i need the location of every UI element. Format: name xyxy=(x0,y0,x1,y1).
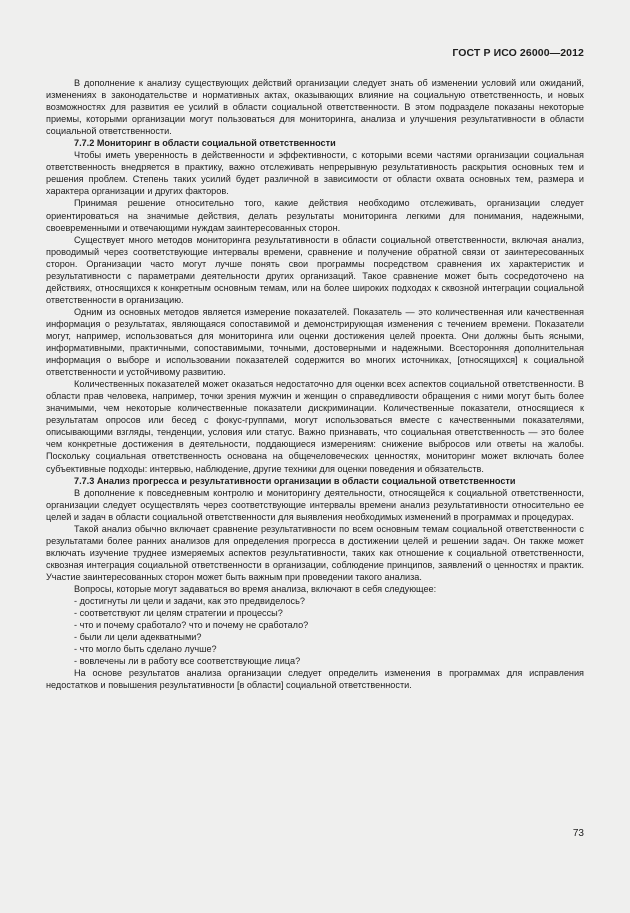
paragraph-intro: В дополнение к анализу существующих действий организации следует знать об изменении условий или ожиданий, изменениях в законодательстве и нормативных актах, оказывающих влияние на социальную ответственность, и новых возможностях для развития ее усилий в области социальной ответственности. В этом подразделе показаны некоторые приемы, которыми организации могут пользоваться для мониторинга, анализа и улучшения результативности в области социальной ответственности. xyxy=(46,78,584,137)
paragraph: Такой анализ обычно включает сравнение результативности по всем основным темам социальной ответственности с результатами более ранних анализов для определения прогресса в достижении целей и решении задач. Он также может включать изучение труднее измеряемых аспектов результативности, таких как отношение к социальной ответственности, сквозная интеграция социальной ответственности в организации, соблюдение принципов, заявлений о ценностях и практик. Участие заинтересованных сторон может быть важным при проведении такого анализа. xyxy=(46,523,584,582)
paragraph: Вопросы, которые могут задаваться во время анализа, включают в себя следующее: xyxy=(74,583,437,594)
section-heading-7-7-2: 7.7.2 Мониторинг в области социальной ответственности xyxy=(74,138,336,149)
paragraph: Одним из основных методов является измерение показателей. Показатель — это количественная или качественная информация о результатах, являющаяся сопоставимой и демонстрирующая изменения с течением времени. Показатели могут, например, использоваться для мониторинга или оценки достижения целей проекта. Они должны быть ясными, информативными, практичными, сопоставимыми, точными, достоверными и надежными. Всесторонняя дополнительная информация о выборе и использовании показателей содержится во многих источниках, [относящихся] к социальной ответственности и устойчивому развитию. xyxy=(46,306,584,378)
list-item: - достигнуты ли цели и задачи, как это предвиделось? xyxy=(74,596,305,607)
list-item: - что могло быть сделано лучше? xyxy=(74,644,217,655)
document-body xyxy=(46,77,584,691)
paragraph: Количественных показателей может оказаться недостаточно для оценки всех аспектов социальной ответственности. В области прав человека, например, точки зрения мужчин и женщин о справедливости обращения с ними могут быть более значимыми, чем некоторые количественные показатели дискриминации. Количественные показатели, относящиеся к результатам опросов или бесед с фокус-группами, могут использоваться вместе с качественными показателями, описывающими взгляды, тенденции, условия или статус. Важно признавать, что социальная ответственность — это более чем конкретные достижения в деятельности, поддающиеся измерениям: снижение выбросов или ответы на жалобы. Поскольку социальная ответственность основана на общечеловеческих ценностях, мониторинг может включать более субъективные подходы: интервью, наблюдение, другие техники для оценки поведения и обязательств. xyxy=(46,379,584,474)
paragraph: Принимая решение относительно того, какие действия необходимо отслеживать, организации следует ориентироваться на значимые действия, делать результаты мониторинга легкими для понимания, надежными, своевременными и отвечающими нуждам заинтересованных сторон. xyxy=(46,198,584,233)
list-item: - соответствуют ли целям стратегии и процессы? xyxy=(74,608,283,619)
paragraph: Существует много методов мониторинга результативности в области социальной ответственности, включая анализ, проводимый через соответствующие интервалы времени, сравнение и получение обратной связи от заинтересованных сторон. Организации часто могут лучше понять свои программы посредством сравнения их характеристик и результативности с параметрами деятельности других организаций. Такое сравнение может быть сосредоточено на действиях, относящихся к конкретным основным темам, или на более широких подходах к сквозной интеграции социальной ответственности в организацию. xyxy=(46,234,584,305)
page-number: 73 xyxy=(572,828,584,839)
paragraph-conclusion: На основе результатов анализа организации следует определить изменения в программах для исправления недостатков и повышения результативности [в области] социальной ответственности. xyxy=(46,668,584,691)
list-item: - вовлечены ли в работу все соответствующие лица? xyxy=(74,656,301,667)
section-heading-7-7-3: 7.7.3 Анализ прогресса и результативности организации в области социальной ответственности xyxy=(74,475,516,486)
list-item: - что и почему сработало? что и почему не сработало? xyxy=(74,620,309,631)
paragraph: В дополнение к повседневным контролю и мониторингу деятельности, относящейся к социальной ответственности, организации следует осуществлять через соответствующие интервалы времени анализ результативности относительно ее целей и задач в области социальной ответственности для выявления необходимых изменений в программах и процедурах. xyxy=(46,487,584,522)
standard-header: ГОСТ Р ИСО 26000—2012 xyxy=(452,47,584,59)
paragraph: Чтобы иметь уверенность в действенности и эффективности, с которыми всеми частями организации социальная ответственность внедряется в практику, важно отслеживать непрерывную результативность раскрытия основных тем и решения проблем. Степень таких усилий будет различной в зависимости от области охвата основных тем, размера и характера организации и других факторов. xyxy=(46,150,584,197)
list-item: - были ли цели адекватными? xyxy=(74,632,202,643)
